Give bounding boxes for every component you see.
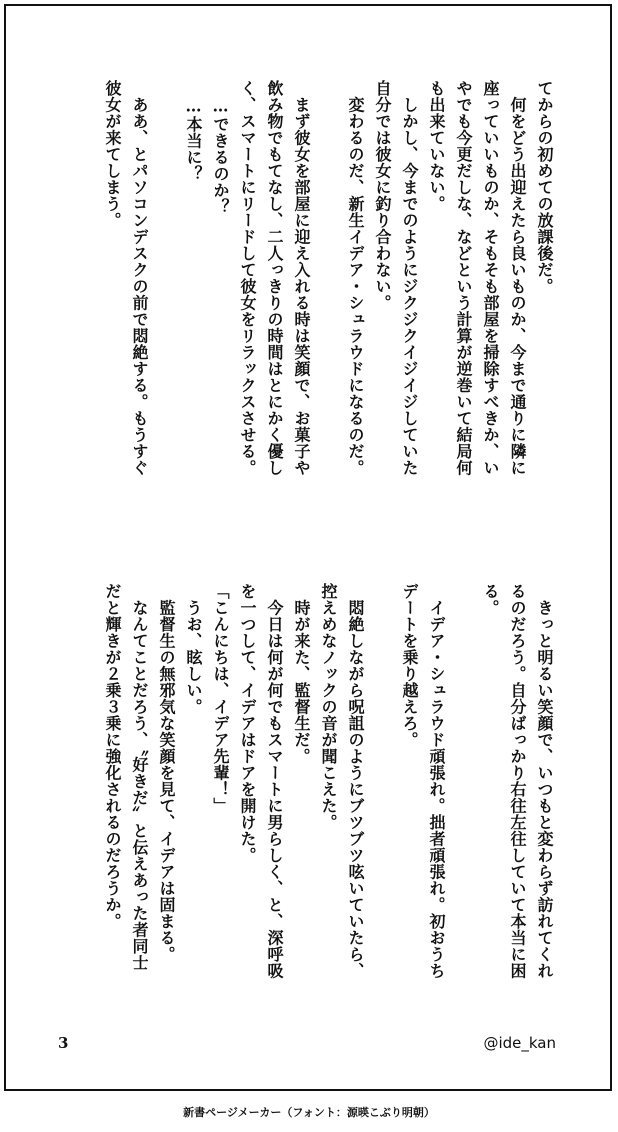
text-line <box>315 80 342 544</box>
text-line: 今日は何が何でもスマートに男らしく、と、深呼吸 <box>265 583 284 979</box>
text-line: 何をどう出迎えたら良いものか、今まで通りに隣に <box>508 80 527 476</box>
text-line: …できるのか？ <box>211 80 230 215</box>
text-line: まず彼女を部屋に迎え入れる時は笑顔で、お菓子や <box>292 80 311 476</box>
text-line <box>369 583 396 1011</box>
text-line: イデア・シュラウド頑張れ。拙者頑張れ。初おうち <box>427 583 446 979</box>
text-line: も出来ていない。 <box>427 80 446 212</box>
page-number: 3 <box>58 1034 69 1052</box>
text-line: てからの初めての放課後だ。 <box>535 80 554 295</box>
text-line: ああ、とパソコンデスクの前で悶絶する。もうすぐ <box>130 80 149 476</box>
text-line <box>450 583 477 1011</box>
text-line: しかし、今までのようにジクジクイジイジしていた <box>400 80 419 476</box>
text-line: 彼女が来てしまう。 <box>103 80 122 229</box>
text-line: 座っていいものか、そもそも部屋を掃除すべきか、い <box>481 80 500 476</box>
text-line: だと輝きが２乗３乗に強化されるのだろうか。 <box>103 583 122 930</box>
text-line: く、スマートにリードして彼女をリラックスさせる。 <box>238 80 257 476</box>
text-line: 悶絶しながら呪詛のようにブツブツ呟いていたら、 <box>346 583 365 979</box>
text-line: 控えめなノックの音が聞こえた。 <box>319 583 338 831</box>
text-line <box>153 80 180 544</box>
text-line: 監督生の無邪気な笑顔を見て、イデアは固まる。 <box>157 583 176 963</box>
text-line: 「こんにちは、イデア先輩！」 <box>211 583 230 814</box>
text-line: 自分では彼女に釣り合わない。 <box>373 80 392 311</box>
caption: 新書ページメーカー（フォント：源暎こぶり明朝） <box>183 1106 435 1119</box>
text-block-bottom <box>48 583 558 1011</box>
text-line: 変わるのだ、新生イデア・シュラウドになるのだ。 <box>346 80 365 476</box>
author-handle: @ide_kan <box>483 1034 556 1052</box>
text-line: るのだろう。自分ばっかり右往左往していて本当に困 <box>508 583 527 979</box>
text-line: なんてことだろう、〝好きだ〟と伝えあった者同士 <box>130 583 149 971</box>
text-line: 時が来た、監督生だ。 <box>292 583 311 765</box>
text-line: きっと明るい笑顔で、いつもと変わらず訪れてくれ <box>535 583 554 979</box>
text-line: やでも今更だしな、などという計算が逆巻いて結局何 <box>454 80 473 476</box>
text-line: デートを乗り越えろ。 <box>400 583 419 748</box>
text-line: うお、眩しい。 <box>184 583 203 715</box>
text-line: る。 <box>481 583 500 616</box>
text-line: を一つして、イデアはドアを開けた。 <box>238 583 257 864</box>
text-line: …本当に？ <box>184 80 203 182</box>
text-line: 飲み物でもてなし、二人っきりの時間はとにかく優し <box>265 80 284 476</box>
text-block-top <box>48 80 558 544</box>
